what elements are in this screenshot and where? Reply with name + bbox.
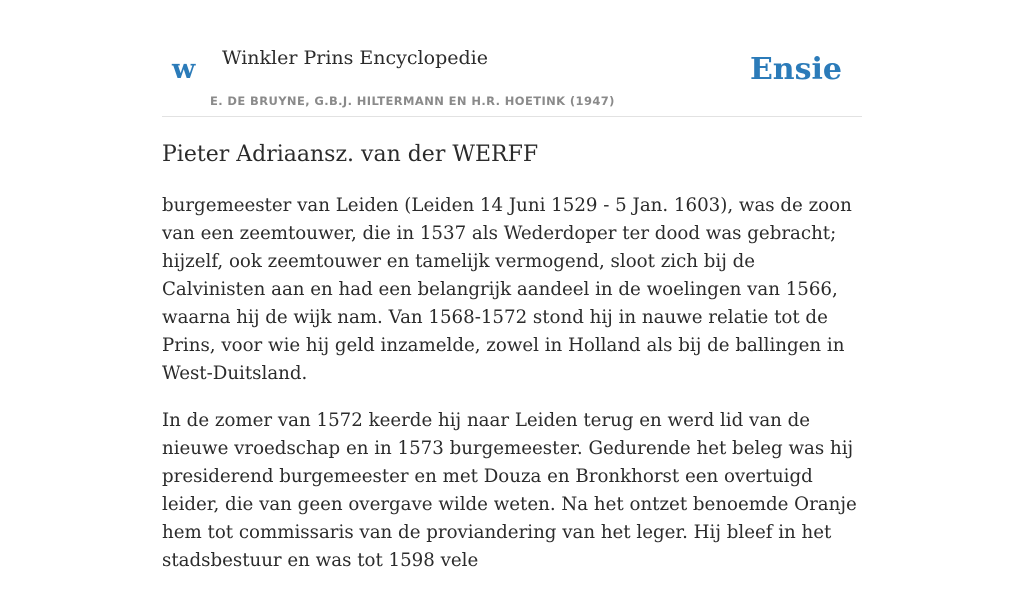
source-title[interactable]: Winkler Prins Encyclopedie xyxy=(222,47,488,69)
source-authors: E. DE BRUYNE, G.B.J. HILTERMANN EN H.R. HOETINK (1947) xyxy=(210,94,615,108)
article-paragraph-2: In de zomer van 1572 keerde hij naar Leiden terug en werd lid van de nieuwe vroedschap en in 1573 burgemeester. Gedurende het beleg was hij presiderend burgemeester en met Douza en Bronkhorst een overtuigd leider, die van geen overgave wilde weten. Na het ontzet benoemde Oranje hem tot commissaris van de proviandering van het leger. Hij bleef in het stadsbestuur en was tot 1598 vele xyxy=(162,410,857,571)
source-header xyxy=(162,0,862,117)
article-paragraph-1: burgemeester van Leiden (Leiden 14 Juni 1529 - 5 Jan. 1603), was de zoon van een zeemtouwer, die in 1537 als Wederdoper ter dood was gebracht; hijzelf, ook zeemtouwer en tamelijk vermogend, sloot zich bij de Calvinisten aan en had een belangrijk aandeel in de woelingen van 1566, waarna hij de wijk nam. Van 1568-1572 stond hij in nauwe relatie tot de Prins, voor wie hij geld inzamelde, zowel in Holland als bij de ballingen in West-Duitsland. xyxy=(162,195,852,384)
source-logo[interactable]: w xyxy=(172,54,196,85)
article-title: Pieter Adriaansz. van der WERFF xyxy=(162,142,539,167)
brand-logo[interactable]: Ensie xyxy=(749,52,842,87)
article-body xyxy=(162,192,862,594)
